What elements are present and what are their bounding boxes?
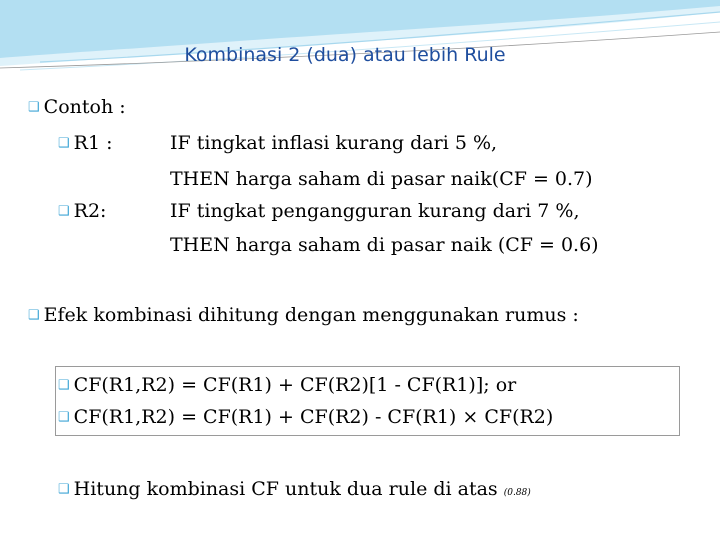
rule-1-if: IF tingkat inflasi kurang dari 5 %, [170,132,498,154]
bullet-icon: ❑ [58,136,70,151]
rule-2-label: R2: [73,200,107,222]
formula-2: CF(R1,R2) = CF(R1) + CF(R2) - CF(R1) × CF(R2) [73,406,554,428]
intro-line [28,96,126,118]
rule-2-label-line [58,200,106,222]
formula-1: CF(R1,R2) = CF(R1) + CF(R2)[1 - CF(R1)]; or [73,374,517,396]
bullet-icon: ❑ [28,308,40,323]
exercise-text: Hitung kombinasi CF untuk dua rule di atas [73,478,498,500]
exercise-line [58,478,531,500]
intro-text: Contoh : [43,96,126,118]
answer-hint: (0.88) [503,488,531,498]
bullet-icon: ❑ [58,482,70,497]
formula-1-line [58,374,516,396]
rule-1-label: R1 : [73,132,113,154]
effect-text: Efek kombinasi dihitung dengan menggunakan rumus : [43,304,579,326]
slide-title: Kombinasi 2 (dua) atau lebih Rule [184,44,506,66]
effect-line [28,304,579,326]
rule-1-then: THEN harga saham di pasar naik(CF = 0.7) [170,168,593,190]
bullet-icon: ❑ [28,100,40,115]
bullet-icon: ❑ [58,378,70,393]
formula-2-line [58,406,553,428]
rule-2-then: THEN harga saham di pasar naik (CF = 0.6) [170,234,599,256]
rule-1-label-line [58,132,113,154]
bullet-icon: ❑ [58,410,70,425]
rule-2-if: IF tingkat pengangguran kurang dari 7 %, [170,200,580,222]
bullet-icon: ❑ [58,204,70,219]
